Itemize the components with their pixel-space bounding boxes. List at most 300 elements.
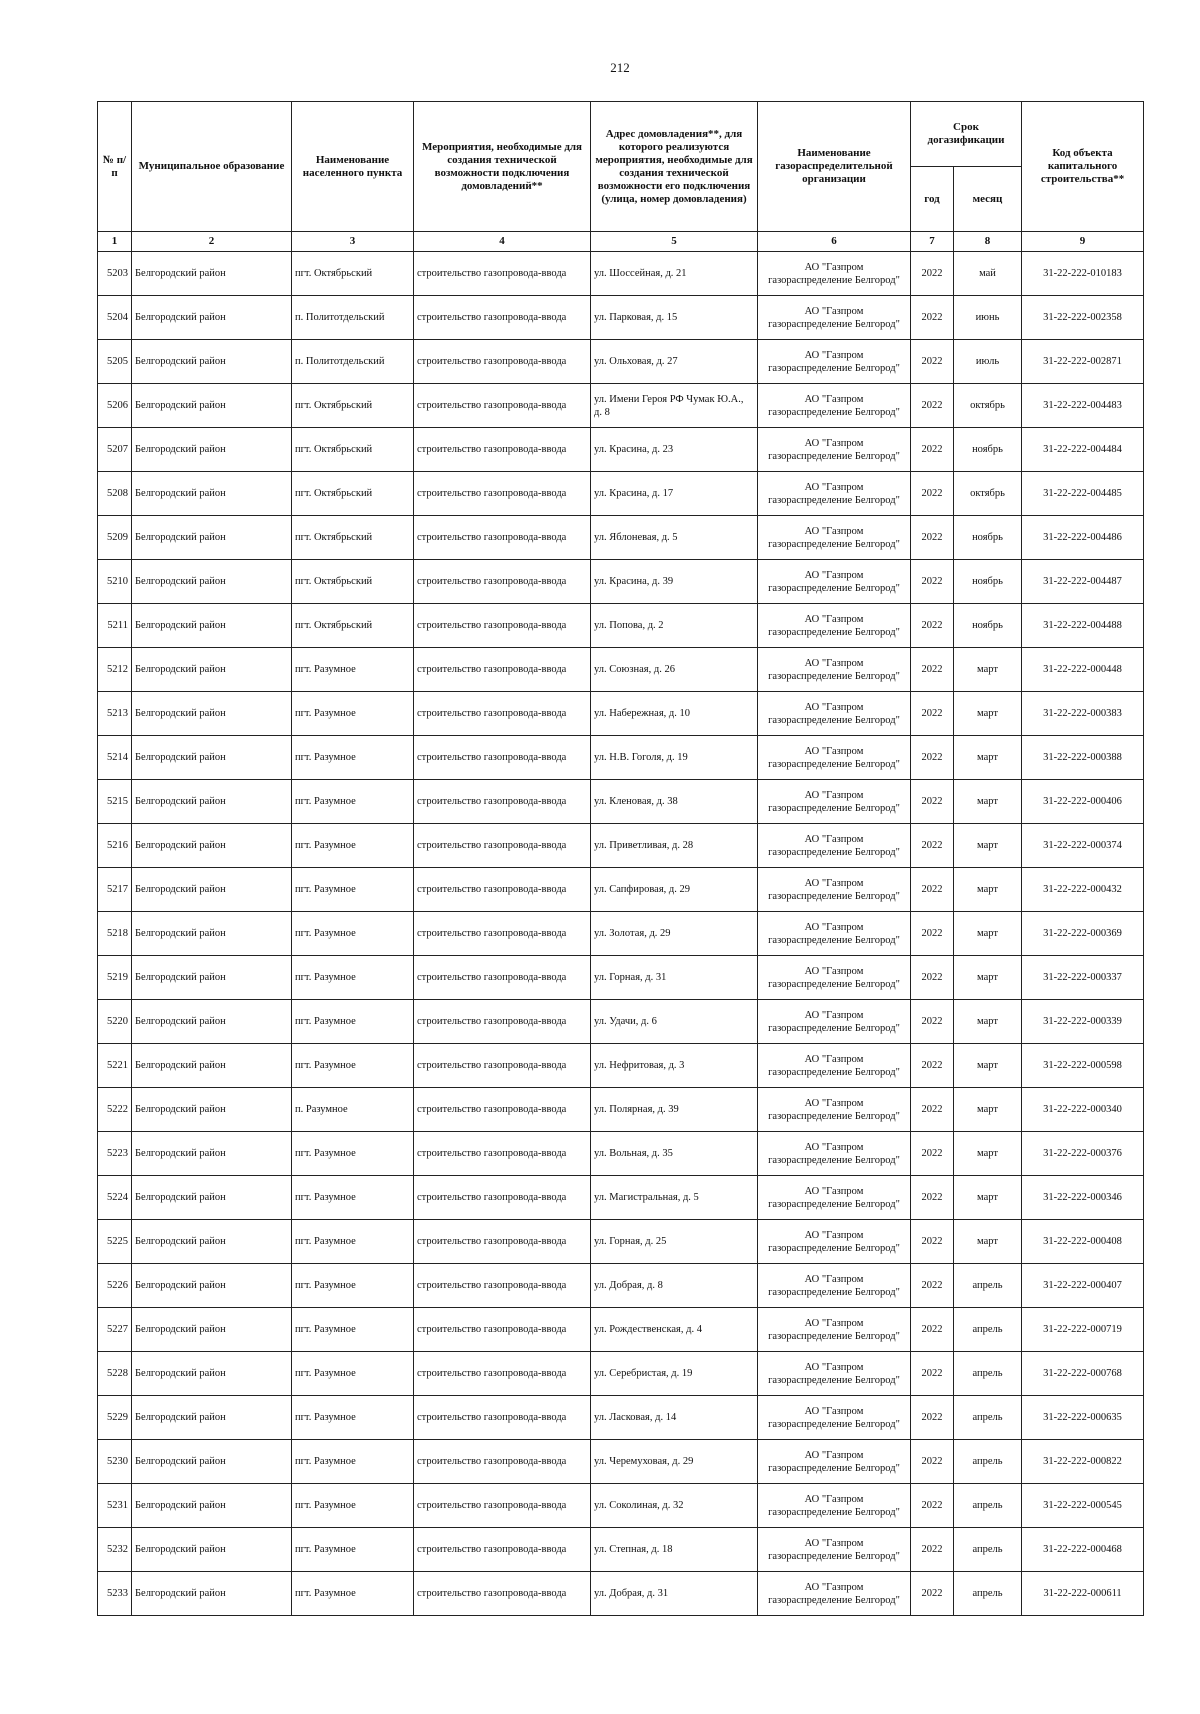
cell-municipality: Белгородский район [132, 1264, 292, 1308]
organization-line: газораспределение Белгород" [768, 1330, 900, 1342]
cell-year: 2022 [911, 560, 954, 604]
cell-organization [758, 824, 911, 868]
cell-month: апрель [954, 1308, 1022, 1352]
cell-settlement: пгт. Октябрьский [292, 252, 414, 296]
cell-row-number: 5213 [98, 692, 132, 736]
cell-settlement: пгт. Разумное [292, 1044, 414, 1088]
cell-settlement: пгт. Разумное [292, 1308, 414, 1352]
cell-month: апрель [954, 1572, 1022, 1616]
cell-row-number: 5209 [98, 516, 132, 560]
organization-line: АО "Газпром [804, 305, 864, 317]
cell-month: март [954, 824, 1022, 868]
cell-year: 2022 [911, 428, 954, 472]
organization-line: газораспределение Белгород" [768, 1462, 900, 1474]
cell-object-code: 31-22-222-002871 [1022, 340, 1144, 384]
cell-address: ул. Набережная, д. 10 [591, 692, 758, 736]
table-row [98, 1572, 1144, 1616]
organization-line: газораспределение Белгород" [768, 1066, 900, 1078]
cell-settlement: п. Разумное [292, 1088, 414, 1132]
cell-row-number: 5220 [98, 1000, 132, 1044]
cell-year: 2022 [911, 516, 954, 560]
organization-line: газораспределение Белгород" [768, 1286, 900, 1298]
cell-object-code: 31-22-222-000408 [1022, 1220, 1144, 1264]
cell-month: май [954, 252, 1022, 296]
cell-month: март [954, 736, 1022, 780]
cell-settlement: пгт. Разумное [292, 1264, 414, 1308]
cell-municipality: Белгородский район [132, 1132, 292, 1176]
cell-row-number: 5208 [98, 472, 132, 516]
table-row [98, 1220, 1144, 1264]
cell-row-number: 5229 [98, 1396, 132, 1440]
cell-organization [758, 1132, 911, 1176]
organization-line: газораспределение Белгород" [768, 714, 900, 726]
table-row [98, 1352, 1144, 1396]
column-number: 2 [132, 232, 292, 252]
organization-line: газораспределение Белгород" [768, 626, 900, 638]
cell-year: 2022 [911, 912, 954, 956]
cell-measure: строительство газопровода-ввода [414, 1308, 591, 1352]
cell-address: ул. Кленовая, д. 38 [591, 780, 758, 824]
cell-year: 2022 [911, 736, 954, 780]
cell-settlement: пгт. Разумное [292, 736, 414, 780]
cell-object-code: 31-22-222-004485 [1022, 472, 1144, 516]
cell-month: апрель [954, 1352, 1022, 1396]
table-row [98, 252, 1144, 296]
organization-line: газораспределение Белгород" [768, 494, 900, 506]
organization-line: газораспределение Белгород" [768, 1242, 900, 1254]
cell-object-code: 31-22-222-000432 [1022, 868, 1144, 912]
cell-row-number: 5224 [98, 1176, 132, 1220]
cell-row-number: 5223 [98, 1132, 132, 1176]
cell-month: март [954, 956, 1022, 1000]
cell-settlement: пгт. Разумное [292, 1000, 414, 1044]
cell-municipality: Белгородский район [132, 692, 292, 736]
header-organization: Наименование газораспределительной организации [758, 102, 911, 232]
cell-organization [758, 252, 911, 296]
cell-municipality: Белгородский район [132, 604, 292, 648]
cell-address: ул. Соколиная, д. 32 [591, 1484, 758, 1528]
column-number: 1 [98, 232, 132, 252]
cell-municipality: Белгородский район [132, 1572, 292, 1616]
cell-municipality: Белгородский район [132, 1088, 292, 1132]
organization-line: АО "Газпром [804, 745, 864, 757]
cell-address: ул. Приветливая, д. 28 [591, 824, 758, 868]
cell-municipality: Белгородский район [132, 1440, 292, 1484]
cell-municipality: Белгородский район [132, 340, 292, 384]
cell-address: ул. Яблоневая, д. 5 [591, 516, 758, 560]
cell-settlement: пгт. Разумное [292, 1132, 414, 1176]
cell-settlement: пгт. Октябрьский [292, 516, 414, 560]
cell-settlement: пгт. Октябрьский [292, 472, 414, 516]
table-row [98, 1528, 1144, 1572]
cell-settlement: пгт. Октябрьский [292, 604, 414, 648]
organization-line: АО "Газпром [804, 1053, 864, 1065]
organization-line: газораспределение Белгород" [768, 1550, 900, 1562]
cell-row-number: 5226 [98, 1264, 132, 1308]
cell-organization [758, 296, 911, 340]
organization-line: АО "Газпром [804, 1009, 864, 1021]
cell-organization [758, 692, 911, 736]
cell-settlement: пгт. Разумное [292, 1440, 414, 1484]
cell-object-code: 31-22-222-000374 [1022, 824, 1144, 868]
cell-measure: строительство газопровода-ввода [414, 1528, 591, 1572]
table-row [98, 692, 1144, 736]
organization-line: АО "Газпром [804, 1097, 864, 1109]
cell-settlement: пгт. Разумное [292, 956, 414, 1000]
cell-month: апрель [954, 1396, 1022, 1440]
cell-month: апрель [954, 1264, 1022, 1308]
cell-municipality: Белгородский район [132, 1484, 292, 1528]
table-row [98, 956, 1144, 1000]
cell-organization [758, 956, 911, 1000]
organization-line: АО "Газпром [804, 1273, 864, 1285]
cell-municipality: Белгородский район [132, 1000, 292, 1044]
organization-line: АО "Газпром [804, 349, 864, 361]
cell-object-code: 31-22-222-000635 [1022, 1396, 1144, 1440]
cell-year: 2022 [911, 384, 954, 428]
organization-line: газораспределение Белгород" [768, 670, 900, 682]
cell-address: ул. Ольховая, д. 27 [591, 340, 758, 384]
cell-settlement: пгт. Разумное [292, 1572, 414, 1616]
cell-row-number: 5219 [98, 956, 132, 1000]
cell-object-code: 31-22-222-000598 [1022, 1044, 1144, 1088]
cell-month: июль [954, 340, 1022, 384]
cell-object-code: 31-22-222-004483 [1022, 384, 1144, 428]
cell-municipality: Белгородский район [132, 868, 292, 912]
cell-organization [758, 384, 911, 428]
cell-address: ул. Горная, д. 25 [591, 1220, 758, 1264]
cell-municipality: Белгородский район [132, 1044, 292, 1088]
cell-organization [758, 1396, 911, 1440]
cell-address: ул. Н.В. Гоголя, д. 19 [591, 736, 758, 780]
cell-year: 2022 [911, 824, 954, 868]
header-code: Код объекта капитального строительства** [1022, 102, 1144, 232]
table-row [98, 1484, 1144, 1528]
column-number: 9 [1022, 232, 1144, 252]
cell-row-number: 5210 [98, 560, 132, 604]
table-row [98, 1000, 1144, 1044]
cell-month: март [954, 692, 1022, 736]
cell-month: март [954, 1176, 1022, 1220]
organization-line: газораспределение Белгород" [768, 538, 900, 550]
organization-line: АО "Газпром [804, 569, 864, 581]
cell-address: ул. Добрая, д. 8 [591, 1264, 758, 1308]
organization-line: АО "Газпром [804, 261, 864, 273]
cell-measure: строительство газопровода-ввода [414, 1484, 591, 1528]
cell-object-code: 31-22-222-000768 [1022, 1352, 1144, 1396]
cell-object-code: 31-22-222-000388 [1022, 736, 1144, 780]
cell-municipality: Белгородский район [132, 648, 292, 692]
column-number-row [98, 232, 1144, 252]
organization-line: АО "Газпром [804, 789, 864, 801]
organization-line: газораспределение Белгород" [768, 758, 900, 770]
table-row [98, 1308, 1144, 1352]
cell-settlement: пгт. Разумное [292, 1220, 414, 1264]
cell-organization [758, 1484, 911, 1528]
organization-line: АО "Газпром [804, 1141, 864, 1153]
cell-month: июнь [954, 296, 1022, 340]
organization-line: АО "Газпром [804, 833, 864, 845]
cell-year: 2022 [911, 296, 954, 340]
cell-month: март [954, 1000, 1022, 1044]
organization-line: АО "Газпром [804, 1493, 864, 1505]
cell-object-code: 31-22-222-000448 [1022, 648, 1144, 692]
cell-month: октябрь [954, 472, 1022, 516]
cell-month: октябрь [954, 384, 1022, 428]
organization-line: газораспределение Белгород" [768, 978, 900, 990]
cell-measure: строительство газопровода-ввода [414, 472, 591, 516]
cell-settlement: пгт. Разумное [292, 1176, 414, 1220]
cell-year: 2022 [911, 252, 954, 296]
cell-row-number: 5204 [98, 296, 132, 340]
cell-month: март [954, 1132, 1022, 1176]
cell-row-number: 5231 [98, 1484, 132, 1528]
cell-address: ул. Попова, д. 2 [591, 604, 758, 648]
cell-month: март [954, 1044, 1022, 1088]
cell-address: ул. Золотая, д. 29 [591, 912, 758, 956]
table-row [98, 428, 1144, 472]
cell-organization [758, 1000, 911, 1044]
cell-organization [758, 604, 911, 648]
cell-settlement: пгт. Разумное [292, 780, 414, 824]
organization-line: АО "Газпром [804, 921, 864, 933]
cell-address: ул. Серебристая, д. 19 [591, 1352, 758, 1396]
cell-measure: строительство газопровода-ввода [414, 1044, 591, 1088]
cell-measure: строительство газопровода-ввода [414, 1264, 591, 1308]
cell-organization [758, 1264, 911, 1308]
cell-object-code: 31-22-222-000346 [1022, 1176, 1144, 1220]
organization-line: АО "Газпром [804, 1449, 864, 1461]
cell-measure: строительство газопровода-ввода [414, 956, 591, 1000]
cell-month: март [954, 912, 1022, 956]
cell-row-number: 5233 [98, 1572, 132, 1616]
cell-settlement: пгт. Разумное [292, 1484, 414, 1528]
cell-object-code: 31-22-222-000611 [1022, 1572, 1144, 1616]
cell-measure: строительство газопровода-ввода [414, 516, 591, 560]
table-row [98, 912, 1144, 956]
cell-organization [758, 912, 911, 956]
cell-measure: строительство газопровода-ввода [414, 1352, 591, 1396]
cell-address: ул. Союзная, д. 26 [591, 648, 758, 692]
cell-month: март [954, 648, 1022, 692]
cell-measure: строительство газопровода-ввода [414, 868, 591, 912]
column-number: 5 [591, 232, 758, 252]
cell-settlement: пгт. Разумное [292, 824, 414, 868]
cell-row-number: 5206 [98, 384, 132, 428]
cell-address: ул. Магистральная, д. 5 [591, 1176, 758, 1220]
cell-municipality: Белгородский район [132, 824, 292, 868]
organization-line: АО "Газпром [804, 965, 864, 977]
table-row [98, 824, 1144, 868]
header-term: Срок догазификации [911, 102, 1022, 167]
cell-address: ул. Парковая, д. 15 [591, 296, 758, 340]
cell-row-number: 5203 [98, 252, 132, 296]
cell-settlement: пгт. Разумное [292, 912, 414, 956]
cell-row-number: 5218 [98, 912, 132, 956]
cell-address: ул. Полярная, д. 39 [591, 1088, 758, 1132]
organization-line: газораспределение Белгород" [768, 1418, 900, 1430]
organization-line: АО "Газпром [804, 1581, 864, 1593]
cell-measure: строительство газопровода-ввода [414, 1132, 591, 1176]
cell-year: 2022 [911, 1572, 954, 1616]
table-header [98, 102, 1144, 252]
table-row [98, 604, 1144, 648]
cell-row-number: 5215 [98, 780, 132, 824]
cell-organization [758, 1440, 911, 1484]
header-measures: Мероприятия, необходимые для создания технической возможности подключения домовладений** [414, 102, 591, 232]
cell-address: ул. Вольная, д. 35 [591, 1132, 758, 1176]
cell-year: 2022 [911, 780, 954, 824]
cell-address: ул. Нефритовая, д. 3 [591, 1044, 758, 1088]
cell-organization [758, 1352, 911, 1396]
cell-measure: строительство газопровода-ввода [414, 296, 591, 340]
cell-municipality: Белгородский район [132, 252, 292, 296]
cell-month: март [954, 1220, 1022, 1264]
cell-address: ул. Черемуховая, д. 29 [591, 1440, 758, 1484]
cell-municipality: Белгородский район [132, 1352, 292, 1396]
cell-organization [758, 1088, 911, 1132]
cell-measure: строительство газопровода-ввода [414, 1176, 591, 1220]
organization-line: газораспределение Белгород" [768, 846, 900, 858]
cell-settlement: пгт. Разумное [292, 1528, 414, 1572]
organization-line: АО "Газпром [804, 877, 864, 889]
cell-measure: строительство газопровода-ввода [414, 340, 591, 384]
cell-measure: строительство газопровода-ввода [414, 384, 591, 428]
organization-line: газораспределение Белгород" [768, 934, 900, 946]
organization-line: газораспределение Белгород" [768, 1110, 900, 1122]
organization-line: газораспределение Белгород" [768, 1022, 900, 1034]
cell-settlement: пгт. Разумное [292, 868, 414, 912]
cell-row-number: 5214 [98, 736, 132, 780]
cell-row-number: 5212 [98, 648, 132, 692]
organization-line: АО "Газпром [804, 393, 864, 405]
cell-address: ул. Рождественская, д. 4 [591, 1308, 758, 1352]
cell-organization [758, 736, 911, 780]
cell-address: ул. Добрая, д. 31 [591, 1572, 758, 1616]
table-row [98, 648, 1144, 692]
cell-measure: строительство газопровода-ввода [414, 736, 591, 780]
cell-object-code: 31-22-222-000406 [1022, 780, 1144, 824]
cell-row-number: 5225 [98, 1220, 132, 1264]
table-body [98, 252, 1144, 1616]
cell-month: ноябрь [954, 604, 1022, 648]
header-settlement: Наименование населенного пункта [292, 102, 414, 232]
cell-address: ул. Красина, д. 17 [591, 472, 758, 516]
cell-settlement: пгт. Разумное [292, 1396, 414, 1440]
organization-line: газораспределение Белгород" [768, 1594, 900, 1606]
cell-object-code: 31-22-222-000376 [1022, 1132, 1144, 1176]
organization-line: газораспределение Белгород" [768, 1154, 900, 1166]
cell-year: 2022 [911, 1528, 954, 1572]
cell-year: 2022 [911, 1220, 954, 1264]
organization-line: газораспределение Белгород" [768, 802, 900, 814]
cell-municipality: Белгородский район [132, 912, 292, 956]
table-row [98, 1440, 1144, 1484]
cell-organization [758, 340, 911, 384]
table-row [98, 340, 1144, 384]
cell-settlement: пгт. Разумное [292, 648, 414, 692]
cell-measure: строительство газопровода-ввода [414, 824, 591, 868]
organization-line: АО "Газпром [804, 1405, 864, 1417]
cell-object-code: 31-22-222-000369 [1022, 912, 1144, 956]
table-row [98, 384, 1144, 428]
cell-measure: строительство газопровода-ввода [414, 560, 591, 604]
cell-organization [758, 560, 911, 604]
cell-year: 2022 [911, 1484, 954, 1528]
cell-measure: строительство газопровода-ввода [414, 1572, 591, 1616]
cell-address: ул. Шоссейная, д. 21 [591, 252, 758, 296]
cell-row-number: 5228 [98, 1352, 132, 1396]
cell-object-code: 31-22-222-004488 [1022, 604, 1144, 648]
organization-line: АО "Газпром [804, 1537, 864, 1549]
cell-year: 2022 [911, 692, 954, 736]
organization-line: газораспределение Белгород" [768, 450, 900, 462]
header-year: год [911, 167, 954, 232]
cell-municipality: Белгородский район [132, 472, 292, 516]
cell-municipality: Белгородский район [132, 1220, 292, 1264]
organization-line: АО "Газпром [804, 1317, 864, 1329]
header-num: № п/п [98, 102, 132, 232]
cell-year: 2022 [911, 340, 954, 384]
cell-address: ул. Удачи, д. 6 [591, 1000, 758, 1044]
table-row [98, 1088, 1144, 1132]
cell-settlement: пгт. Разумное [292, 1352, 414, 1396]
table-row [98, 780, 1144, 824]
cell-settlement: п. Политотдельский [292, 340, 414, 384]
cell-organization [758, 428, 911, 472]
organization-line: АО "Газпром [804, 481, 864, 493]
cell-address: ул. Имени Героя РФ Чумак Ю.А., д. 8 [591, 384, 758, 428]
cell-municipality: Белгородский район [132, 780, 292, 824]
cell-settlement: п. Политотдельский [292, 296, 414, 340]
table-row [98, 1396, 1144, 1440]
cell-object-code: 31-22-222-002358 [1022, 296, 1144, 340]
cell-year: 2022 [911, 1440, 954, 1484]
cell-row-number: 5222 [98, 1088, 132, 1132]
cell-organization [758, 1044, 911, 1088]
cell-measure: строительство газопровода-ввода [414, 648, 591, 692]
cell-organization [758, 1308, 911, 1352]
cell-month: март [954, 1088, 1022, 1132]
organization-line: газораспределение Белгород" [768, 406, 900, 418]
organization-line: газораспределение Белгород" [768, 1506, 900, 1518]
organization-line: газораспределение Белгород" [768, 362, 900, 374]
table-row [98, 868, 1144, 912]
cell-address: ул. Сапфировая, д. 29 [591, 868, 758, 912]
cell-measure: строительство газопровода-ввода [414, 1000, 591, 1044]
cell-address: ул. Степная, д. 18 [591, 1528, 758, 1572]
cell-measure: строительство газопровода-ввода [414, 1220, 591, 1264]
cell-year: 2022 [911, 604, 954, 648]
column-number: 6 [758, 232, 911, 252]
cell-measure: строительство газопровода-ввода [414, 1440, 591, 1484]
cell-row-number: 5211 [98, 604, 132, 648]
cell-row-number: 5221 [98, 1044, 132, 1088]
cell-municipality: Белгородский район [132, 428, 292, 472]
cell-municipality: Белгородский район [132, 384, 292, 428]
cell-municipality: Белгородский район [132, 956, 292, 1000]
organization-line: газораспределение Белгород" [768, 1198, 900, 1210]
cell-organization [758, 472, 911, 516]
table-row [98, 736, 1144, 780]
cell-year: 2022 [911, 956, 954, 1000]
table-row [98, 516, 1144, 560]
cell-year: 2022 [911, 1264, 954, 1308]
cell-row-number: 5205 [98, 340, 132, 384]
organization-line: газораспределение Белгород" [768, 274, 900, 286]
page-number: 212 [610, 60, 630, 75]
header-address: Адрес домовладения**, для которого реализуются мероприятия, необходимые для создания технической возможности его подключения (улица, номер домовладения) [591, 102, 758, 232]
